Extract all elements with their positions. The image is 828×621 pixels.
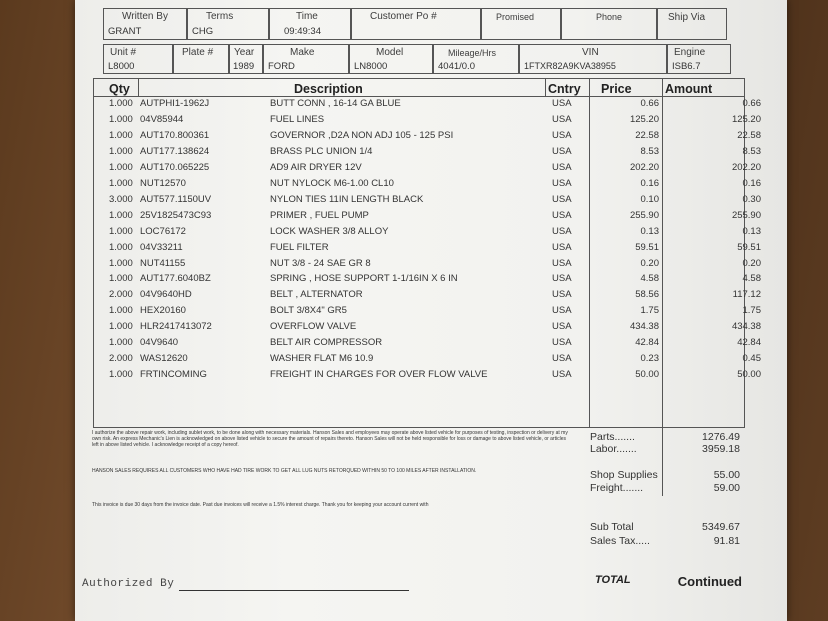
- price-cell: 59.51: [635, 241, 659, 253]
- table-row: [75, 194, 787, 210]
- table-row: [75, 337, 787, 353]
- price-column-header: Price: [601, 82, 632, 96]
- country-cell: USA: [552, 257, 572, 269]
- country-cell: USA: [552, 225, 572, 237]
- vin-value: 1FTXR82A9KVA38955: [524, 61, 616, 71]
- model-cell: [349, 44, 433, 74]
- unit-value: L8000: [108, 61, 135, 72]
- amount-cell: 202.20: [731, 161, 761, 173]
- part-number-cell: 04V33211: [140, 241, 183, 253]
- payment-notice-text: This invoice is due 30 days from the invoice date. Past due invoices will receive a 1.5% interest charge. Thank you for keeping your account current with: [92, 502, 429, 508]
- table-row: [75, 162, 787, 178]
- desc-column-divider: [545, 78, 546, 96]
- authorized-by-label: Authorized By: [82, 578, 175, 590]
- cntry-column-header: Cntry: [548, 82, 581, 96]
- description-cell: BRASS PLC UNION 1/4: [270, 145, 373, 157]
- time-label: Time: [296, 11, 318, 22]
- price-cell: 125.20: [629, 113, 659, 125]
- engine-label: Engine: [674, 47, 706, 58]
- customer-po-label: Customer Po #: [370, 11, 437, 22]
- country-cell: USA: [552, 177, 572, 189]
- amount-cell: 434.38: [731, 321, 761, 333]
- table-row: [75, 210, 787, 226]
- description-cell: FUEL LINES: [270, 113, 325, 125]
- table-row: [75, 98, 787, 114]
- country-cell: USA: [552, 209, 572, 221]
- qty-cell: 3.000: [109, 193, 133, 205]
- labor-label: Labor.......: [590, 443, 637, 455]
- part-number-cell: LOC76172: [140, 225, 186, 237]
- authorization-text: I authorize the above repair work, including sublet work, to be done along with necessary materials. Hanson Sales and employees may operate above listed vehicle for purposes of testing, inspection or delivery at my own risk. An express Mechanic's Lien is acknowledged on above listed vehicle to secure the amount of repairs thereto. Hanson Sales will not be held responsible for loss or damage to above listed vehicle, or articles left in above listed vehicle. I acknowledge receipt of a copy hereof.: [92, 430, 568, 448]
- qty-cell: 1.000: [109, 273, 133, 285]
- table-row: [75, 226, 787, 242]
- country-cell: USA: [552, 241, 572, 253]
- time-cell: [269, 8, 351, 40]
- table-row: [75, 114, 787, 130]
- description-cell: AD9 AIR DRYER 12V: [270, 161, 362, 173]
- year-value: 1989: [233, 61, 255, 72]
- part-number-cell: NUT41155: [140, 257, 186, 269]
- description-cell: BELT , ALTERNATOR: [270, 289, 363, 301]
- country-cell: USA: [552, 113, 572, 125]
- description-cell: FREIGHT IN CHARGES FOR OVER FLOW VALVE: [270, 369, 488, 381]
- price-cell: 42.84: [635, 337, 659, 349]
- part-number-cell: NUT12570: [140, 177, 186, 189]
- freight-label: Freight.......: [590, 482, 644, 494]
- terms-value: CHG: [192, 26, 214, 37]
- qty-cell: 1.000: [109, 321, 133, 333]
- qty-cell: 1.000: [109, 98, 133, 109]
- qty-column-divider: [138, 78, 139, 96]
- table-row: [75, 369, 787, 385]
- amount-cell: 0.16: [742, 177, 761, 189]
- amount-cell: 0.45: [742, 353, 761, 365]
- country-cell: USA: [552, 353, 572, 365]
- qty-cell: 2.000: [109, 289, 133, 301]
- price-cell: 434.38: [629, 321, 659, 333]
- qty-cell: 1.000: [109, 209, 133, 221]
- parts-value: 1276.49: [702, 431, 740, 443]
- shop-supplies-value: 55.00: [713, 469, 740, 481]
- amount-cell: 255.90: [731, 209, 761, 221]
- amount-cell: 0.13: [742, 225, 761, 237]
- table-row: [75, 353, 787, 369]
- model-value: LN8000: [354, 61, 388, 72]
- price-cell: 0.10: [640, 193, 659, 205]
- plate-label: Plate #: [182, 47, 214, 58]
- qty-cell: 1.000: [109, 257, 133, 269]
- table-row: [75, 289, 787, 305]
- country-cell: USA: [552, 161, 572, 173]
- table-row: [75, 242, 787, 258]
- qty-cell: 1.000: [109, 369, 133, 381]
- phone-label: Phone: [596, 12, 623, 22]
- country-cell: USA: [552, 193, 572, 205]
- table-row: [75, 178, 787, 194]
- price-cell: 4.58: [640, 273, 659, 285]
- table-row: [75, 130, 787, 146]
- country-cell: USA: [552, 98, 572, 109]
- ship-via-cell: [657, 8, 727, 40]
- part-number-cell: 04V9640: [140, 337, 179, 349]
- description-cell: NYLON TIES 11IN LENGTH BLACK: [270, 193, 424, 205]
- country-cell: USA: [552, 145, 572, 157]
- qty-cell: 1.000: [109, 161, 133, 173]
- amount-cell: 50.00: [737, 369, 761, 381]
- phone-cell: [561, 8, 657, 40]
- qty-cell: 1.000: [109, 145, 133, 157]
- year-label: Year: [234, 47, 255, 58]
- mileage-label: Mileage/Hrs: [448, 48, 497, 58]
- freight-value: 59.00: [713, 482, 740, 494]
- part-number-cell: AUT170.065225: [140, 161, 210, 173]
- part-number-cell: WAS12620: [140, 353, 188, 365]
- terms-cell: [187, 8, 269, 40]
- sales-tax-value: 91.81: [713, 535, 740, 547]
- description-cell: WASHER FLAT M6 10.9: [270, 353, 374, 365]
- price-cell: 0.23: [640, 353, 659, 365]
- written-by-cell: [103, 8, 187, 40]
- labor-value: 3959.18: [702, 443, 740, 455]
- time-value: 09:49:34: [284, 26, 321, 37]
- part-number-cell: 04V85944: [140, 113, 184, 125]
- qty-cell: 1.000: [109, 225, 133, 237]
- price-cell: 8.53: [640, 145, 659, 157]
- promised-cell: [481, 8, 561, 40]
- year-cell: [229, 44, 263, 74]
- total-value: Continued: [677, 574, 742, 589]
- price-cell: 58.56: [635, 289, 659, 301]
- unit-label: Unit #: [110, 47, 137, 58]
- price-cell: 0.20: [640, 257, 659, 269]
- table-row: [75, 258, 787, 274]
- terms-label: Terms: [206, 11, 234, 22]
- description-column-header: Description: [294, 82, 363, 96]
- sales-tax-label: Sales Tax.....: [590, 535, 650, 547]
- amount-cell: 0.20: [742, 257, 761, 269]
- part-number-cell: AUT177.6040BZ: [140, 273, 211, 285]
- description-cell: FUEL FILTER: [270, 241, 329, 253]
- written-by-value: GRANT: [108, 26, 142, 37]
- qty-cell: 1.000: [109, 177, 133, 189]
- qty-column-header: Qty: [109, 82, 130, 96]
- amount-cell: 22.58: [737, 129, 761, 141]
- mileage-value: 4041/0.0: [438, 61, 475, 72]
- qty-cell: 1.000: [109, 129, 133, 141]
- price-cell: 255.90: [629, 209, 659, 221]
- qty-cell: 1.000: [109, 113, 133, 125]
- tire-notice-text: HANSON SALES REQUIRES ALL CUSTOMERS WHO HAVE HAD TIRE WORK TO GET ALL LUG NUTS RETORQUED WITHIN 50 TO 100 MILES AFTER INSTALLATION.: [92, 468, 477, 474]
- unit-cell: [103, 44, 173, 74]
- country-cell: USA: [552, 337, 572, 349]
- description-cell: NUT 3/8 - 24 SAE GR 8: [270, 257, 371, 269]
- country-cell: USA: [552, 369, 572, 381]
- table-row: [75, 321, 787, 337]
- country-cell: USA: [552, 305, 572, 317]
- price-cell: 0.16: [640, 177, 659, 189]
- amount-cell: 59.51: [737, 241, 761, 253]
- customer-po-cell: [351, 8, 481, 40]
- qty-cell: 1.000: [109, 337, 133, 349]
- shop-supplies-label: Shop Supplies: [590, 469, 658, 481]
- price-cell: 0.13: [640, 225, 659, 237]
- qty-cell: 1.000: [109, 305, 133, 317]
- price-cell: 0.66: [640, 98, 659, 109]
- price-cell: 202.20: [629, 161, 659, 173]
- part-number-cell: HLR2417413072: [140, 321, 212, 333]
- qty-cell: 2.000: [109, 353, 133, 365]
- description-cell: PRIMER , FUEL PUMP: [270, 209, 369, 221]
- description-cell: NUT NYLOCK M6-1.00 CL10: [270, 177, 394, 189]
- part-number-cell: AUT170.800361: [140, 129, 210, 141]
- description-cell: LOCK WASHER 3/8 ALLOY: [270, 225, 389, 237]
- country-cell: USA: [552, 129, 572, 141]
- table-header-rule: [93, 96, 745, 97]
- engine-cell: [667, 44, 731, 74]
- engine-value: ISB6.7: [672, 61, 701, 72]
- amount-cell: 4.58: [742, 273, 761, 285]
- make-value: FORD: [268, 61, 295, 72]
- part-number-cell: AUT577.1150UV: [140, 193, 212, 205]
- description-cell: BOLT 3/8X4" GR5: [270, 305, 347, 317]
- part-number-cell: FRTINCOMING: [140, 369, 207, 381]
- amount-cell: 42.84: [737, 337, 761, 349]
- model-label: Model: [376, 47, 404, 58]
- part-number-cell: 25V1825473C93: [140, 209, 212, 221]
- total-label: TOTAL: [595, 574, 631, 586]
- description-cell: GOVERNOR ,D2A NON ADJ 105 - 125 PSI: [270, 129, 454, 141]
- qty-cell: 1.000: [109, 241, 133, 253]
- make-label: Make: [290, 47, 315, 58]
- sub-total-label: Sub Total: [590, 521, 634, 533]
- make-cell: [263, 44, 349, 74]
- parts-label: Parts.......: [590, 431, 635, 443]
- amount-cell: 117.12: [732, 289, 761, 301]
- vin-label: VIN: [582, 47, 599, 58]
- amount-cell: 8.53: [742, 145, 761, 157]
- sub-total-value: 5349.67: [702, 521, 740, 533]
- plate-cell: [173, 44, 229, 74]
- amount-cell: 0.66: [742, 98, 761, 109]
- signature-line: [179, 590, 409, 591]
- mileage-cell: [433, 44, 519, 74]
- country-cell: USA: [552, 321, 572, 333]
- amount-column-header: Amount: [665, 82, 713, 96]
- part-number-cell: HEX20160: [140, 305, 186, 317]
- country-cell: USA: [552, 289, 572, 301]
- amount-cell: 1.75: [742, 305, 761, 317]
- description-cell: BUTT CONN , 16-14 GA BLUE: [270, 98, 401, 109]
- part-number-cell: AUTPHI1-1962J: [140, 98, 210, 109]
- ship-via-label: Ship Via: [668, 12, 706, 23]
- part-number-cell: 04V9640HD: [140, 289, 192, 301]
- vin-cell: [519, 44, 667, 74]
- table-row: [75, 305, 787, 321]
- invoice-paper: [75, 0, 787, 621]
- description-cell: OVERFLOW VALVE: [270, 321, 357, 333]
- description-cell: SPRING , HOSE SUPPORT 1-1/16IN X 6 IN: [270, 273, 458, 285]
- country-cell: USA: [552, 273, 572, 285]
- amount-cell: 0.30: [742, 193, 761, 205]
- promised-label: Promised: [496, 12, 535, 22]
- price-cell: 22.58: [635, 129, 659, 141]
- price-cell: 50.00: [635, 369, 659, 381]
- table-row: [75, 146, 787, 162]
- part-number-cell: AUT177.138624: [140, 145, 210, 157]
- written-by-label: Written By: [122, 11, 168, 22]
- price-cell: 1.75: [640, 305, 659, 317]
- description-cell: BELT AIR COMPRESSOR: [270, 337, 383, 349]
- amount-cell: 125.20: [731, 113, 761, 125]
- table-row: [75, 273, 787, 289]
